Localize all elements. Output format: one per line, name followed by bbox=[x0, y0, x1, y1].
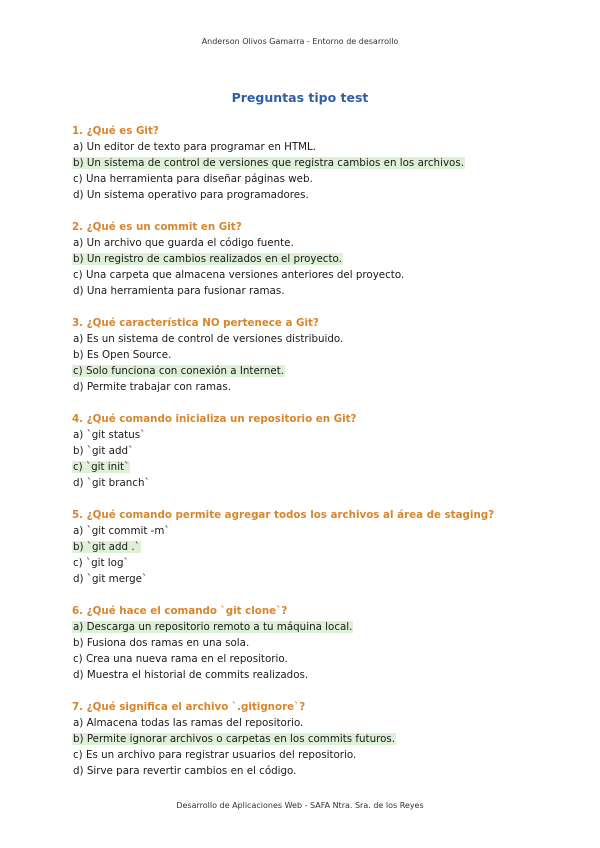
answer-option-b-correct bbox=[72, 155, 542, 171]
page-title: Preguntas tipo test bbox=[231, 90, 369, 105]
answer-text: d) Un sistema operativo para programadores. bbox=[73, 189, 309, 201]
answer-option-a bbox=[72, 139, 542, 155]
answer-option-b-correct bbox=[72, 251, 542, 267]
question-7 bbox=[72, 699, 542, 779]
question-3 bbox=[72, 315, 542, 395]
answer-text: c) `git init` bbox=[73, 461, 130, 473]
answer-text: c) Una carpeta que almacena versiones anteriores del proyecto. bbox=[73, 269, 405, 281]
answer-text: d) Sirve para revertir cambios en el código. bbox=[73, 765, 297, 777]
answer-text: b) Un sistema de control de versiones que registra cambios en los archivos. bbox=[73, 157, 464, 169]
answer-option-a bbox=[72, 715, 542, 731]
answer-text: d) Muestra el historial de commits realizados. bbox=[73, 669, 309, 681]
question-6 bbox=[72, 603, 542, 683]
answer-option-d bbox=[72, 475, 542, 491]
answer-option-a bbox=[72, 427, 542, 443]
question-5 bbox=[72, 507, 542, 587]
answer-option-b bbox=[72, 443, 542, 459]
answer-option-d bbox=[72, 187, 542, 203]
answer-option-d bbox=[72, 571, 542, 587]
answer-option-d bbox=[72, 763, 542, 779]
answer-text: b) Es Open Source. bbox=[73, 349, 172, 361]
answer-text: b) Fusiona dos ramas en una sola. bbox=[73, 637, 250, 649]
answer-option-c bbox=[72, 267, 542, 283]
question-1 bbox=[72, 123, 542, 203]
question-title: 7. ¿Qué significa el archivo `.gitignore`? bbox=[72, 701, 306, 713]
answer-option-b bbox=[72, 635, 542, 651]
answer-option-d bbox=[72, 379, 542, 395]
answer-text: b) `git add` bbox=[73, 445, 134, 457]
answer-text: c) `git log` bbox=[73, 557, 129, 569]
answer-text: d) `git merge` bbox=[73, 573, 148, 585]
answer-option-d bbox=[72, 283, 542, 299]
answer-option-a bbox=[72, 235, 542, 251]
answer-option-b bbox=[72, 347, 542, 363]
question-title: 3. ¿Qué característica NO pertenece a Git? bbox=[72, 317, 319, 329]
answer-text: d) Permite trabajar con ramas. bbox=[73, 381, 231, 393]
answer-option-c bbox=[72, 747, 542, 763]
answer-option-a bbox=[72, 331, 542, 347]
answer-text: d) `git branch` bbox=[73, 477, 150, 489]
answer-option-a-correct bbox=[72, 619, 542, 635]
question-list bbox=[72, 123, 542, 795]
answer-option-c bbox=[72, 651, 542, 667]
answer-text: c) Crea una nueva rama en el repositorio. bbox=[73, 653, 288, 665]
answer-text: a) Un editor de texto para programar en HTML. bbox=[73, 141, 317, 153]
answer-option-b-correct bbox=[72, 539, 542, 555]
question-4 bbox=[72, 411, 542, 491]
answer-option-d bbox=[72, 667, 542, 683]
answer-text: a) `git commit -m` bbox=[73, 525, 170, 537]
answer-option-b-correct bbox=[72, 731, 542, 747]
question-title: 2. ¿Qué es un commit en Git? bbox=[72, 221, 242, 233]
question-title: 1. ¿Qué es Git? bbox=[72, 125, 159, 137]
answer-text: c) Una herramienta para diseñar páginas web. bbox=[73, 173, 313, 185]
answer-text: a) Almacena todas las ramas del repositorio. bbox=[73, 717, 304, 729]
answer-text: c) Solo funciona con conexión a Internet. bbox=[73, 365, 285, 377]
answer-text: c) Es un archivo para registrar usuarios del repositorio. bbox=[73, 749, 357, 761]
answer-option-c bbox=[72, 171, 542, 187]
answer-text: b) `git add .` bbox=[73, 541, 140, 553]
answer-text: b) Permite ignorar archivos o carpetas en los commits futuros. bbox=[73, 733, 396, 745]
answer-text: d) Una herramienta para fusionar ramas. bbox=[73, 285, 285, 297]
question-title: 5. ¿Qué comando permite agregar todos los archivos al área de staging? bbox=[72, 509, 495, 521]
answer-text: a) Es un sistema de control de versiones distribuido. bbox=[73, 333, 344, 345]
question-title: 6. ¿Qué hace el comando `git clone`? bbox=[72, 605, 288, 617]
page-footer: Desarrollo de Aplicaciones Web - SAFA Ntra. Sra. de los Reyes bbox=[176, 801, 424, 810]
answer-text: a) Un archivo que guarda el código fuente. bbox=[73, 237, 294, 249]
answer-option-c bbox=[72, 555, 542, 571]
answer-text: a) Descarga un repositorio remoto a tu máquina local. bbox=[73, 621, 353, 633]
answer-option-c-correct bbox=[72, 459, 542, 475]
answer-text: b) Un registro de cambios realizados en el proyecto. bbox=[73, 253, 342, 265]
answer-option-c-correct bbox=[72, 363, 542, 379]
answer-option-a bbox=[72, 523, 542, 539]
question-2 bbox=[72, 219, 542, 299]
question-title: 4. ¿Qué comando inicializa un repositorio en Git? bbox=[72, 413, 357, 425]
answer-text: a) `git status` bbox=[73, 429, 146, 441]
page-header: Anderson Olivos Gamarra - Entorno de desarrollo bbox=[201, 37, 399, 46]
